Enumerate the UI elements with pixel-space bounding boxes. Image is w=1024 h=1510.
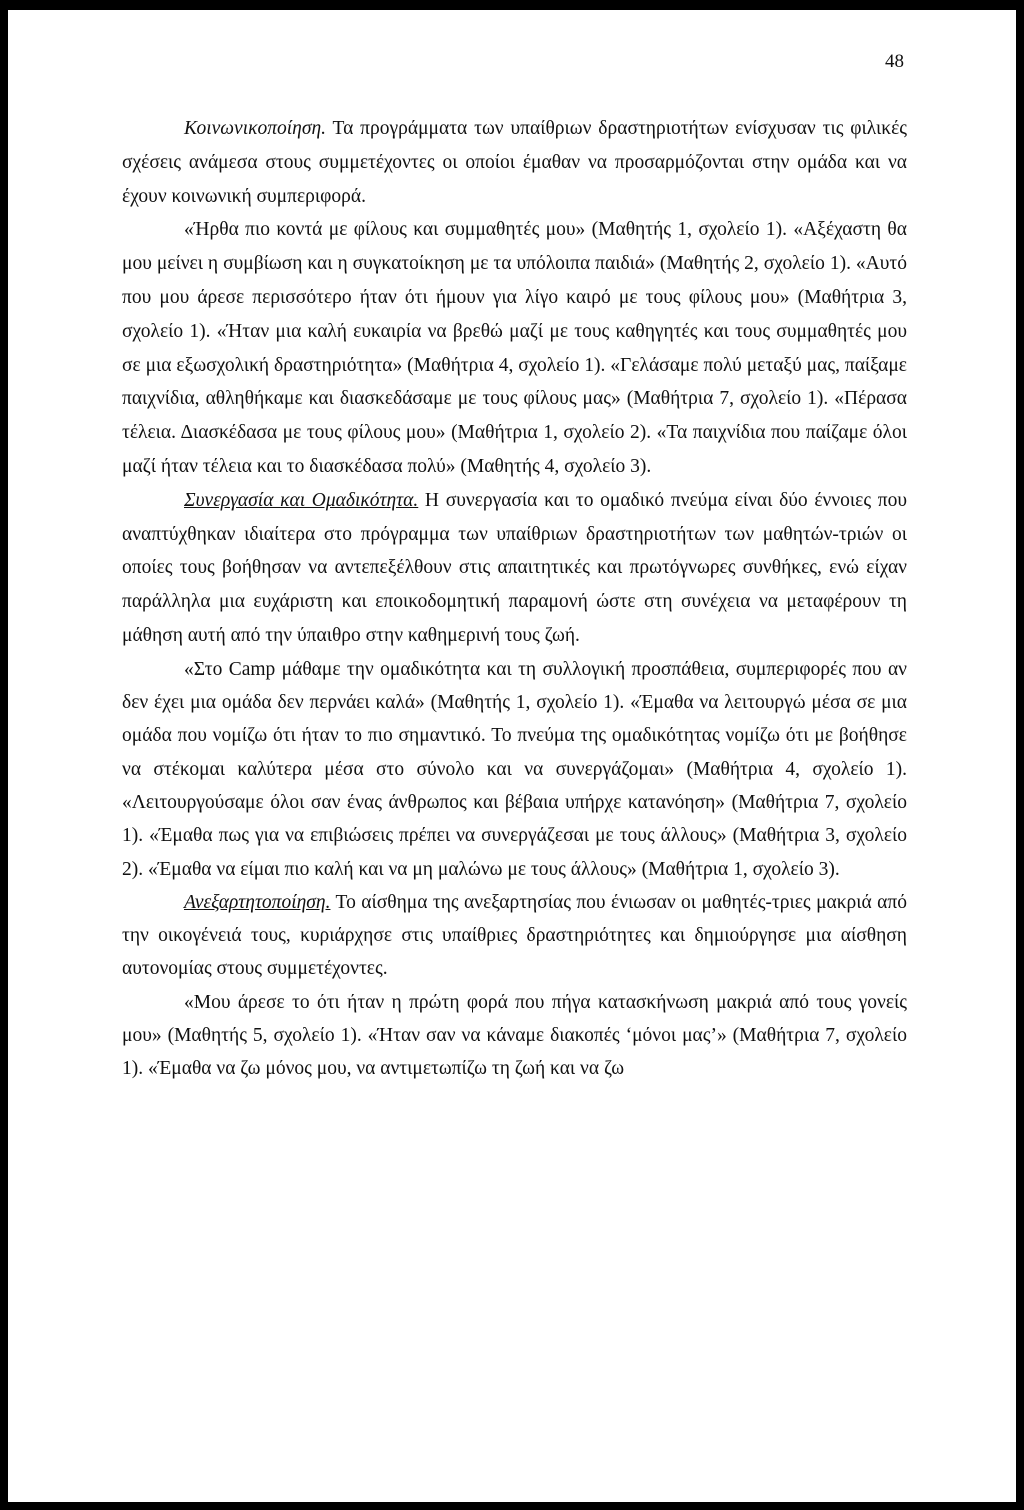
quotes-cooperation: «Στο Camp μάθαμε την ομαδικότητα και τη συλλογική προσπάθεια, συμπεριφορές που αν δεν έχει μια ομάδα δεν περνάει καλά» (Μαθητής 1, σχολείο 1). «Έμαθα να λειτουργώ μέσα σε μια ομάδα που νομίζω ότι ήταν το πιο σημαντικό. Το πνεύμα της ομαδικότητας νομίζω ότι με βοήθησε να στέκομαι καλύτερα μέσα στο σύνολο και να συνεργάζομαι» (Μαθήτρια 4, σχολείο 1). «Λειτουργούσαμε όλοι σαν ένας άνθρωπος και βέβαια υπήρχε κατανόηση» (Μαθήτρια 7, σχολείο 1). «Έμαθα πως για να επιβιώσεις πρέπει να συνεργάζεσαι με τους άλλους» (Μαθήτρια 3, σχολείο 2). «Έμαθα να είμαι πιο καλή και να μη μαλώνω με τους άλλους» (Μαθήτρια 1, σχολείο 3). (122, 658, 907, 880)
quotes-independence: «Μου άρεσε το ότι ήταν η πρώτη φορά που πήγα κατασκήνωση μακριά από τους γονείς μου» (Μαθητής 5, σχολείο 1). «Ήταν σαν να κάναμε διακοπές ‘μόνοι μας’» (Μαθήτρια 7, σχολείο 1). «Έμαθα να ζω μόνος μου, να αντιμετωπίζω τη ζωή και να ζω (122, 991, 907, 1080)
document-page (8, 10, 1016, 1502)
heading-independence: Ανεξαρτητοποίηση. (184, 891, 331, 913)
heading-socialization: Κοινωνικοποίηση. (184, 118, 326, 139)
paragraph-cooperation (122, 484, 907, 653)
text-socialization: Τα προγράμματα των υπαίθριων δραστηριοτήτων ενίσχυσαν τις φιλικές σχέσεις ανάμεσα στους συμμετέχοντες οι οποίοι έμαθαν να προσαρμόζονται στην ομάδα και να έχουν κοινωνική συμπεριφορά. (122, 118, 907, 207)
text-cooperation: Η συνεργασία και το ομαδικό πνεύμα είναι δύο έννοιες που αναπτύχθηκαν ιδιαίτερα στο πρόγραμμα των υπαίθριων δραστηριοτήτων των μαθητών-τριών οι οποίες τους βοήθησαν να αντεπεξέλθουν στις απαιτητικές και πρωτόγνωρες συνθήκες, ενώ είχαν παράλληλα μια ευχάριστη και εποικοδομητική παραμονή ώστε στη συνέχεια να μεταφέρουν τη μάθηση αυτή από την ύπαιθρο στην καθημερινή τους ζωή. (122, 489, 907, 646)
paragraph-socialization (122, 112, 907, 213)
paragraph-independence (122, 886, 907, 986)
heading-cooperation: Συνεργασία και Ομαδικότητα. (184, 489, 419, 511)
quotes-socialization: «Ήρθα πιο κοντά με φίλους και συμμαθητές μου» (Μαθητής 1, σχολείο 1). «Αξέχαστη θα μου μείνει η συμβίωση και η συγκατοίκηση με τα υπόλοιπα παιδιά» (Μαθητής 2, σχολείο 1). «Αυτό που μου άρεσε περισσότερο ήταν ότι ήμουν για λίγο καιρό με τους φίλους μου» (Μαθήτρια 3, σχολείο 1). «Ήταν μια καλή ευκαιρία να βρεθώ μαζί με τους καθηγητές και τους συμμαθητές μου σε μια εξωσχολική δραστηριότητα» (Μαθήτρια 4, σχολείο 1). «Γελάσαμε πολύ μεταξύ μας, παίξαμε παιχνίδια, αθληθήκαμε και διασκεδάσαμε με τους φίλους μας» (Μαθήτρια 7, σχολείο 1). «Πέρασα τέλεια. Διασκέδασα με τους φίλους μου» (Μαθήτρια 1, σχολείο 2). «Τα παιχνίδια που παίζαμε όλοι μαζί ήταν τέλεια και το διασκέδασα πολύ» (Μαθητής 4, σχολείο 3). (122, 219, 907, 477)
body-text (122, 112, 907, 1086)
text-independence: Το αίσθημα της ανεξαρτησίας που ένιωσαν οι μαθητές-τριες μακριά από την οικογένειά τους, κυριάρχησε στις υπαίθριες δραστηριότητες και δημιούργησε μια αίσθηση αυτονομίας στους συμμετέχοντες. (122, 891, 907, 980)
page-number: 48 (885, 51, 904, 72)
